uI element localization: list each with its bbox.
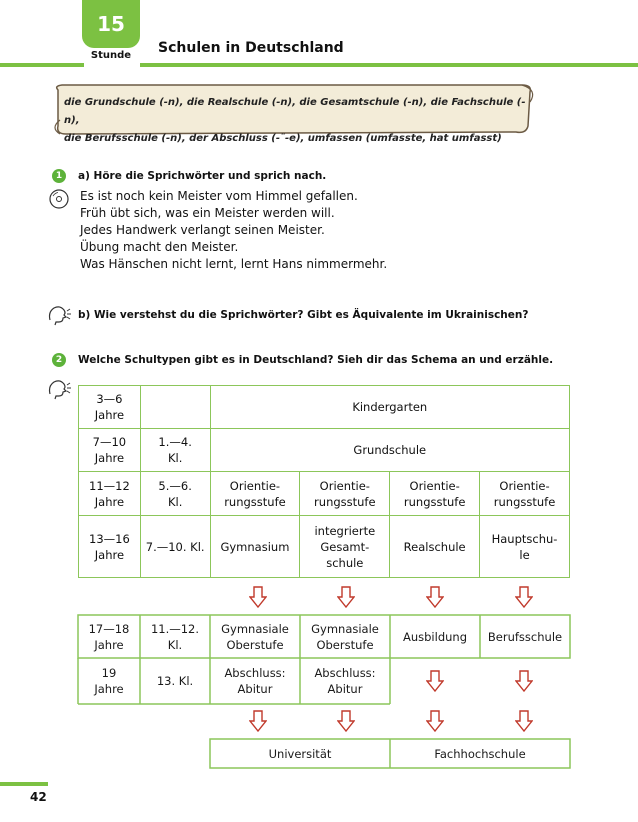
lesson-number: 15 <box>97 12 125 36</box>
age-text: 19 Jahre <box>94 666 124 696</box>
age-cell <box>79 472 141 516</box>
header-rule-left <box>0 63 84 67</box>
school-type-cell <box>210 658 300 704</box>
age-text: 11—12 Jahre <box>89 478 130 509</box>
school-type-text: Hauptschu- le <box>491 531 558 562</box>
school-type-cell <box>300 472 390 516</box>
proverbs-list <box>80 188 387 273</box>
table-row <box>79 516 570 578</box>
school-type-text: Gymnasiale Oberstufe <box>311 621 379 652</box>
exercise-2-number: 2 <box>52 353 66 367</box>
down-arrow-icon <box>515 586 533 608</box>
exercise-1-number: 1 <box>52 169 66 183</box>
grade-cell <box>140 386 210 429</box>
school-type-cell <box>210 516 300 578</box>
table-row <box>79 472 570 516</box>
vocabulary-line: die Berufsschule (-n), der Abschluss (-¨-e), umfassen (umfasste, hat umfasst) <box>64 133 502 144</box>
down-arrow-icon <box>515 710 533 732</box>
proverb: Was Hänschen nicht lernt, lernt Hans nimmermehr. <box>80 257 388 271</box>
school-type-cell <box>480 615 570 658</box>
fachhochschule-cell <box>390 739 570 768</box>
exercise-1-task-a: a) Höre die Sprichwörter und sprich nach. <box>78 170 327 182</box>
header-rule-right <box>140 63 638 67</box>
school-type-text: Grundschule <box>353 443 427 457</box>
page-number: 42 <box>30 790 47 804</box>
school-type-text: Abschluss: Abitur <box>314 666 376 696</box>
vocabulary-scroll <box>52 82 538 144</box>
age-cell <box>79 386 141 429</box>
down-arrow-icon <box>426 670 444 692</box>
proverb: Jedes Handwerk verlangt seinen Meister. <box>80 223 325 237</box>
grade-text: 13. Kl. <box>156 674 194 688</box>
school-type-text: Berufsschule <box>487 629 563 644</box>
grade-text: 11.—12. Kl. <box>150 621 200 652</box>
school-type-cell <box>480 472 570 516</box>
exercise-2-task: Welche Schultypen gibt es in Deutschland? Sieh dir das Schema an und erzähle. <box>78 354 554 366</box>
grade-cell <box>140 472 210 516</box>
speaking-head-icon <box>46 304 72 326</box>
age-cell <box>79 429 141 472</box>
audio-cd-icon <box>48 188 70 210</box>
grade-text: 7.—10. Kl. <box>145 539 205 554</box>
grundschule-cell <box>210 429 570 472</box>
speaking-head-icon <box>46 378 72 400</box>
vocabulary-line: die Grundschule (-n), die Realschule (-n), die Gesamtschule (-n), die Fachschule (-n), <box>64 97 526 126</box>
school-type-text: Fachhochschule <box>434 746 526 761</box>
school-type-text: Kindergarten <box>352 400 428 414</box>
school-type-cell <box>300 516 390 578</box>
school-type-text: Orientie- rungsstufe <box>314 478 376 509</box>
school-type-cell <box>300 658 390 704</box>
proverb: Es ist noch kein Meister vom Himmel gefallen. <box>80 189 358 203</box>
university-cell <box>210 739 390 768</box>
school-type-text: Orientie- rungsstufe <box>493 478 556 509</box>
table-row <box>79 429 570 472</box>
school-type-text: Universität <box>268 746 332 761</box>
school-type-cell <box>210 472 300 516</box>
down-arrow-icon <box>426 710 444 732</box>
school-schema-table <box>78 385 570 578</box>
page-title: Schulen in Deutschland <box>158 40 344 56</box>
down-arrow-icon <box>249 710 267 732</box>
school-type-cell <box>210 615 300 658</box>
school-type-text: Realschule <box>403 539 466 554</box>
vocabulary-text <box>64 94 534 148</box>
grade-text: 5.—6. Kl. <box>158 478 192 509</box>
age-text: 13—16 Jahre <box>89 531 130 562</box>
kindergarten-cell <box>210 386 570 429</box>
proverb: Übung macht den Meister. <box>80 240 239 254</box>
grade-cell <box>140 658 210 704</box>
school-type-cell <box>390 516 480 578</box>
grade-text: 1.—4. Kl. <box>158 435 192 465</box>
down-arrow-icon <box>515 670 533 692</box>
age-text: 3—6 Jahre <box>94 392 125 422</box>
school-type-text: Gymnasiale Oberstufe <box>221 621 289 652</box>
school-type-cell <box>300 615 390 658</box>
school-type-text: Orientie- rungsstufe <box>224 478 286 509</box>
lesson-label: Stunde <box>90 50 132 61</box>
footer-rule <box>0 782 48 786</box>
grade-cell <box>140 429 210 472</box>
exercise-1-task-b: b) Wie verstehst du die Sprichwörter? Gibt es Äquivalente im Ukrainischen? <box>78 309 529 321</box>
age-text: 17—18 Jahre <box>88 621 130 652</box>
proverb: Früh übt sich, was ein Meister werden will. <box>80 206 335 220</box>
age-text: 7—10 Jahre <box>92 435 127 465</box>
school-type-cell <box>390 472 480 516</box>
school-type-text: integrierte Gesamt- schule <box>314 523 376 570</box>
school-type-text: Orientie- rungsstufe <box>403 478 466 509</box>
lesson-badge <box>82 0 140 66</box>
down-arrow-icon <box>426 586 444 608</box>
age-cell <box>78 658 140 704</box>
age-cell <box>78 615 140 658</box>
down-arrow-icon <box>337 586 355 608</box>
school-type-text: Abschluss: Abitur <box>224 666 286 696</box>
school-type-cell <box>480 516 570 578</box>
table-row <box>79 386 570 429</box>
down-arrow-icon <box>337 710 355 732</box>
grade-cell <box>140 516 210 578</box>
school-type-text: Gymnasium <box>220 539 290 554</box>
school-type-text: Ausbildung <box>402 629 467 644</box>
school-type-cell <box>390 615 480 658</box>
grade-cell <box>140 615 210 658</box>
age-cell <box>79 516 141 578</box>
down-arrow-icon <box>249 586 267 608</box>
